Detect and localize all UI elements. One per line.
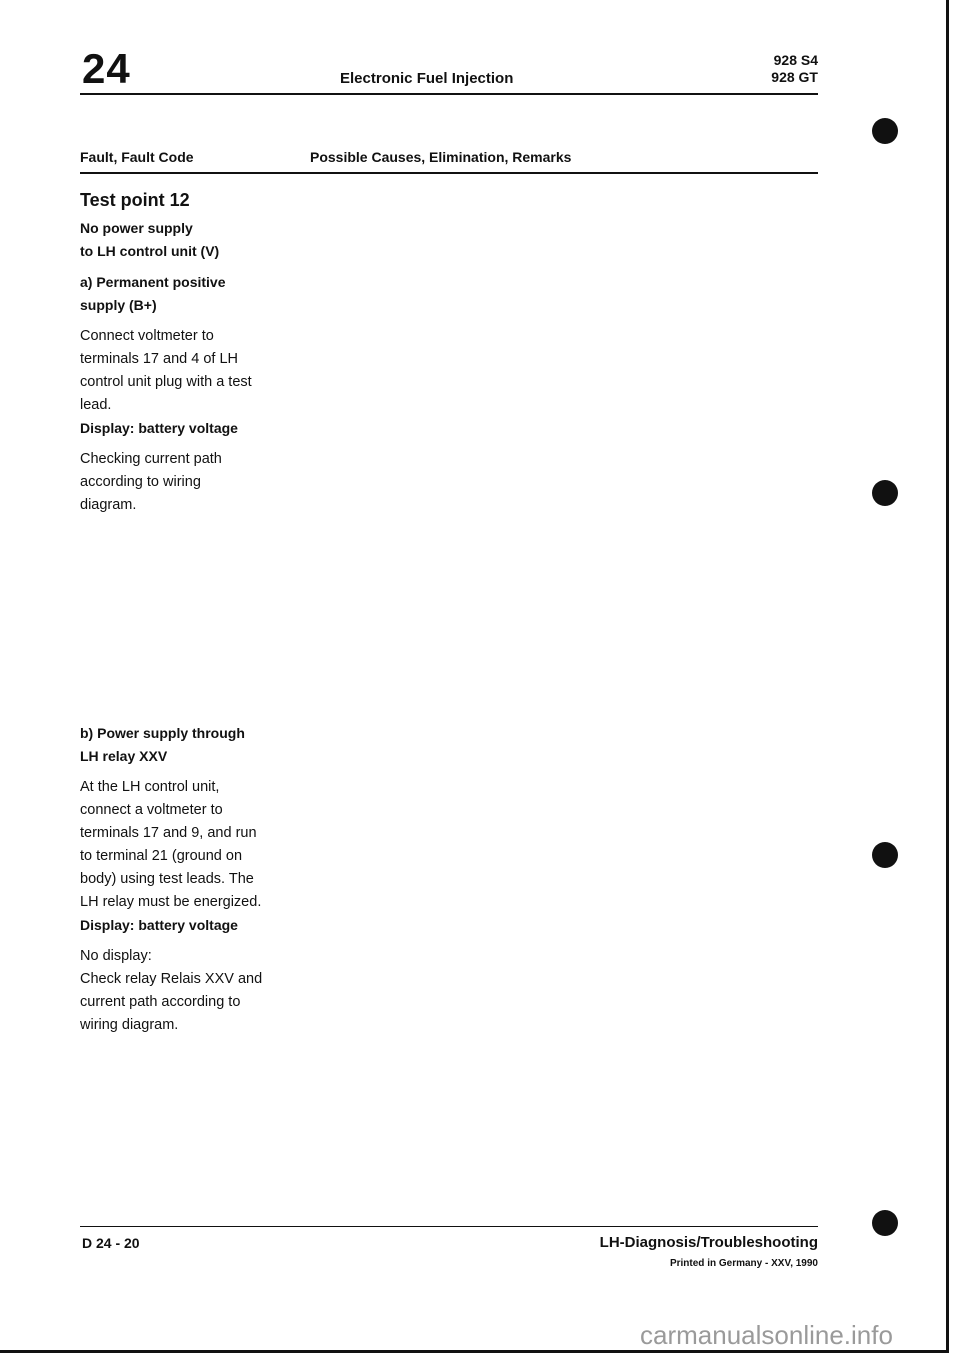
part-b-heading: LH relay XXV bbox=[80, 748, 168, 764]
fault-title-line: to LH control unit (V) bbox=[80, 243, 220, 259]
part-b-no-display: wiring diagram. bbox=[80, 1017, 179, 1033]
watermark: carmanualsonline.info bbox=[640, 1320, 893, 1350]
section-number: 24 bbox=[82, 45, 131, 92]
part-b-no-display: current path according to bbox=[80, 994, 241, 1010]
page-border-right bbox=[946, 0, 949, 1352]
fault-block bbox=[80, 190, 295, 517]
footer-section-title: LH-Diagnosis/Troubleshooting bbox=[599, 1234, 818, 1251]
part-b-display: Display: battery voltage bbox=[80, 917, 238, 933]
header-rule bbox=[80, 93, 818, 95]
part-b-text: to terminal 21 (ground on bbox=[80, 848, 243, 864]
part-a-text: Connect voltmeter to bbox=[80, 328, 214, 344]
binder-hole-mark bbox=[872, 118, 898, 144]
section-title: Electronic Fuel Injection bbox=[340, 70, 514, 87]
part-a-display: Display: battery voltage bbox=[80, 420, 238, 436]
printed-note: Printed in Germany - XXV, 1990 bbox=[669, 1258, 818, 1269]
part-a-text: terminals 17 and 4 of LH bbox=[80, 351, 238, 367]
part-a-check: according to wiring bbox=[80, 474, 201, 490]
part-b-text: terminals 17 and 9, and run bbox=[80, 825, 257, 841]
part-b-text: LH relay must be energized. bbox=[80, 894, 262, 910]
binder-hole-mark bbox=[872, 480, 898, 506]
binder-hole-mark bbox=[872, 842, 898, 868]
part-a-heading: supply (B+) bbox=[80, 297, 157, 313]
part-a-text: control unit plug with a test bbox=[80, 374, 252, 390]
part-b-heading: b) Power supply through bbox=[80, 725, 245, 741]
part-b-text: connect a voltmeter to bbox=[80, 802, 223, 818]
model-label: 928 GT bbox=[771, 69, 818, 85]
part-b-no-display: No display: bbox=[80, 948, 152, 964]
column-heading-causes: Possible Causes, Elimination, Remarks bbox=[310, 149, 572, 165]
part-b-text: body) using test leads. The bbox=[80, 871, 254, 887]
model-label: 928 S4 bbox=[773, 52, 818, 68]
model-list bbox=[740, 52, 818, 86]
column-rule bbox=[80, 172, 818, 174]
part-a-check: Checking current path bbox=[80, 451, 222, 467]
part-a-check: diagram. bbox=[80, 497, 137, 513]
part-a-heading: a) Permanent positive bbox=[80, 274, 226, 290]
part-b-block bbox=[80, 722, 295, 1037]
part-b-text: At the LH control unit, bbox=[80, 779, 220, 795]
page-code: D 24 - 20 bbox=[82, 1235, 140, 1251]
page-border-bottom bbox=[0, 1350, 949, 1353]
test-point-title: Test point 12 bbox=[80, 190, 190, 210]
footer-rule bbox=[80, 1226, 818, 1227]
part-b-no-display: Check relay Relais XXV and bbox=[80, 971, 263, 987]
column-heading-fault: Fault, Fault Code bbox=[80, 149, 194, 165]
fault-title-line: No power supply bbox=[80, 220, 193, 236]
binder-hole-mark bbox=[872, 1210, 898, 1236]
part-a-text: lead. bbox=[80, 397, 112, 413]
